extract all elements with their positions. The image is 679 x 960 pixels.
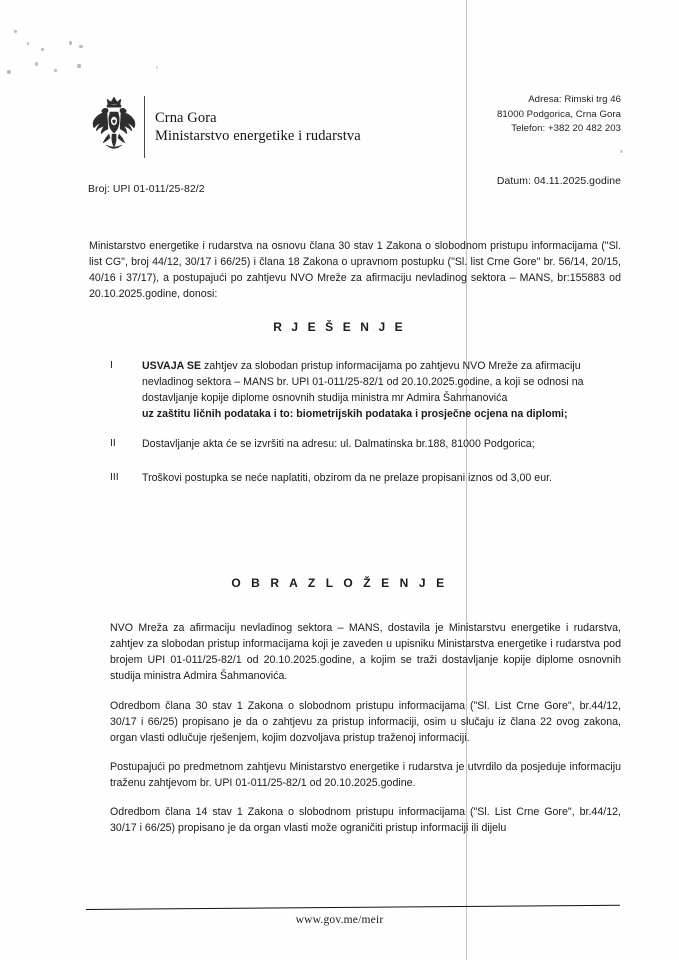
body-paragraph: Odredbom člana 30 stav 1 Zakona o slobodnom pristupu informacijama ("Sl. List Crne Gore", br.44/12, 30/17 i 66/25) propisano je da o zahtjevu za pristup informaciji, osim u slučaju iz člana 22 ovog zakona, organ vlasti odlučuje rješenjem, kojim dozvoljava pristup traženoj informaciji. [110, 699, 621, 744]
scan-speck [79, 45, 83, 48]
scan-speck [54, 69, 57, 72]
body-paragraph: Postupajući po predmetnom zahtjevu Ministarstvo energetike i rudarstva je utvrdilo da posjeduje informaciju traženu zahtjevom br. UPI 01-011/25-82/1 od 20.10.2025.godine. [110, 760, 621, 790]
decision-items [110, 358, 622, 501]
item-numeral: I [110, 360, 113, 371]
scan-speck [14, 30, 17, 33]
footer-divider [86, 905, 620, 910]
item-text [142, 358, 622, 422]
scan-speck [77, 64, 81, 68]
item-lead: USVAJA SE [142, 360, 202, 372]
scan-speck [69, 41, 72, 45]
letterhead-country: Crna Gora [155, 109, 217, 126]
decision-item [110, 436, 622, 452]
reference-number: Broj: UPI 01-011/25-82/2 [88, 184, 205, 195]
address-line-3: Telefon: +382 20 482 203 [511, 123, 621, 135]
letterhead-divider [144, 96, 145, 158]
scan-speck [156, 66, 158, 69]
item-numeral: III [110, 472, 119, 484]
item-text: Dostavljanje akta će se izvršiti na adresu: ul. Dalmatinska br.188, 81000 Podgorica; [142, 438, 535, 451]
scan-speck [27, 42, 29, 45]
item-body-text: zahtjev za slobodan pristup informacijama po zahtjevu NVO Mreže za afirmaciju nevladinog sektora – MANS br. UPI 01-011/25-82/1 od 20.10.2025.godine, a koji se odnosi na dostavljanje kopije diplome osnovnih studija ministra mr Admira Šahmanovića [142, 360, 584, 405]
address-line-2: 81000 Podgorica, Crna Gora [497, 108, 621, 120]
intro-paragraph: Ministarstvo energetike i rudarstva na osnovu člana 30 stav 1 Zakona o slobodnom pristupu informacijama ("Sl. list CG", broj 44/12, 30/17 i 66/25) i člana 18 Zakona o upravnom postupku ("Sl. list Crne Gore" br. 56/14, 20/15, 40/16 i 37/17), a postupajući po zahtjevu NVO Mreže za afirmaciju nevladinog sektora – MANS, br:155883 od 20.10.2025.godine, donosi: [89, 240, 621, 301]
scan-speck [41, 48, 44, 51]
explanation-heading: O B R A Z L O Ž E N J E [231, 576, 448, 590]
letterhead [88, 92, 408, 162]
address-line-1: Adresa: Rimski trg 46 [528, 94, 621, 105]
item-bold-block: uz zaštitu ličnih podataka i to: biometrijskih podataka i prosječne ocjena na diplomi; [142, 408, 568, 421]
footer-url: www.gov.me/meir [295, 914, 384, 926]
body-paragraph: Odredbom člana 14 stav 1 Zakona o slobodnom pristupu informacijama ("Sl. List Crne Gore", br.44/12, 30/17 i 66/25) propisano je da organ vlasti može ograničiti pristup informaciji ili dijelu [110, 806, 621, 835]
explanation-body [110, 620, 621, 837]
scan-speck [7, 70, 11, 74]
item-numeral: II [110, 438, 116, 450]
decision-item [110, 358, 622, 422]
montenegro-coat-of-arms-icon [88, 93, 140, 161]
document-date: Datum: 04.11.2025.godine [496, 176, 621, 187]
item-text: Troškovi postupka se neće naplatiti, obzirom da ne prelaze propisani iznos od 3,00 eur. [142, 472, 553, 485]
address-block [497, 93, 621, 137]
decision-heading: R J E Š E N J E [273, 320, 406, 334]
letterhead-ministry: Ministarstvo energetike i rudarstva [155, 128, 361, 144]
decision-item [110, 470, 622, 486]
scan-speck [35, 62, 38, 66]
body-paragraph: NVO Mreža za afirmaciju nevladinog sektora – MANS, dostavila je Ministarstvu energetike i rudarstva, zahtjev za slobodan pristup informacijama koji je zaveden u upisniku Ministarstva energetike i rudarstva pod brojem UPI 01-011/25-82/1 od 20.10.2025.godine, a kojim se traži dostavljanje kopije diplome osnovnih studija ministra Admira Šahmanovića. [110, 622, 621, 683]
scan-speck [620, 150, 623, 153]
